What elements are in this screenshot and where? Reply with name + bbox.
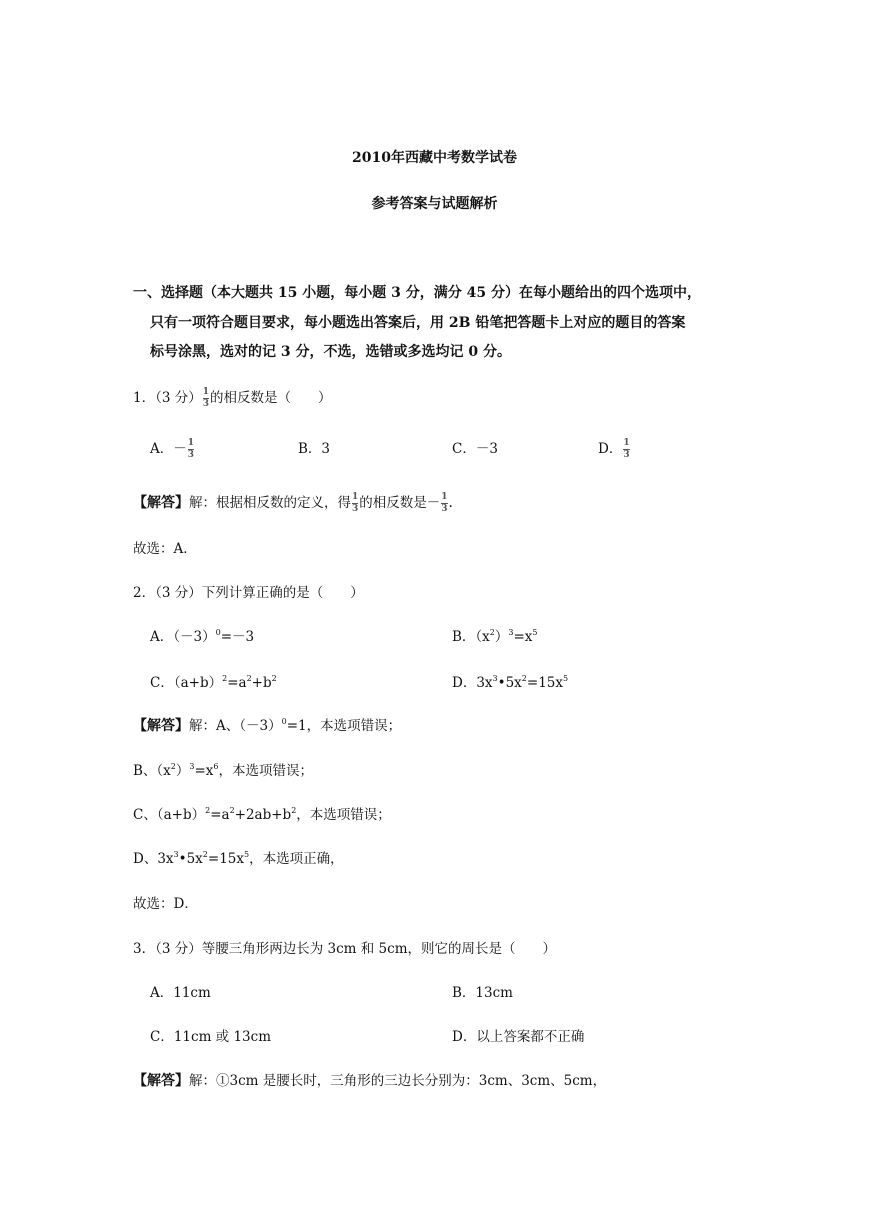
question-2-option-b: B．$(x^2)^3=x^5$ xyxy=(452,628,538,645)
question-2-answer-c: C、$(a+b)^2=a^2+2ab+b^2$，本选项错误； xyxy=(133,806,391,823)
question-2-answer-a: 【解答】解：A、$(-3)^0=1$，本选项错误； xyxy=(133,717,402,734)
page-subtitle: 参考答案与试题解析 xyxy=(371,196,498,212)
question-3-option-a: A．11cm xyxy=(150,985,211,1001)
question-1-option-b: B．3 xyxy=(298,441,331,457)
question-3-option-d: D．以上答案都不正确 xyxy=(452,1029,585,1045)
question-2-option-a: A．$(-3)^0=-3$ xyxy=(150,628,255,645)
question-1-answer: 【解答】解：根据相反数的定义，得 $\frac{1}{3}$ 的相反数是－ $\frac{1}{3}$ . xyxy=(133,492,453,514)
fraction-one-third: $\frac{1}{3}$ xyxy=(202,387,209,409)
question-1-option-d: D． $\frac{1}{3}$ xyxy=(598,438,630,460)
question-1-option-a: A．－ $\frac{1}{3}$ xyxy=(150,438,195,460)
page-title: 2010年西藏中考数学试卷 xyxy=(352,150,517,166)
question-1-choice: 故选：A． xyxy=(133,541,197,557)
question-3-stem: 3．（3 分）等腰三角形两边长为 3cm 和 5cm，则它的周长是（ ） xyxy=(133,941,556,957)
section-heading-line3: 标号涂黑，选对的记 3 分，不选，选错或多选均记 0 分。 xyxy=(150,344,511,360)
question-1-option-c: C．－3 xyxy=(452,441,498,457)
fraction-one-third: $\frac{1}{3}$ xyxy=(623,438,630,460)
section-heading-line2: 只有一项符合题目要求，每小题选出答案后，用 2B 铅笔把答题卡上对应的题目的答案 xyxy=(150,315,686,331)
question-2-answer-d: D、$3x^3•5x^2=15x^5$，本选项正确， xyxy=(133,850,344,867)
question-1-stem: 1．（3 分） $\frac{1}{3}$ 的相反数是（ ） xyxy=(133,387,332,409)
question-2-option-d: D．$3x^3•5x^2=15x^5$ xyxy=(452,674,569,691)
question-3-option-c: C．11cm 或 13cm xyxy=(150,1029,271,1045)
question-2-option-c: C．$(a+b)^2=a^2+b^2$ xyxy=(150,674,277,691)
section-heading-line1: 一、选择题（本大题共 15 小题，每小题 3 分，满分 45 分）在每小题给出的四个选项中， xyxy=(133,285,701,301)
fraction-one-third: $\frac{1}{3}$ xyxy=(441,492,448,514)
question-2-stem: 2．（3 分）下列计算正确的是（ ） xyxy=(133,585,364,601)
question-2-choice: 故选：D． xyxy=(133,896,198,912)
question-2-answer-b: B、$(x^2)^3=x^6$，本选项错误； xyxy=(133,762,314,779)
question-3-answer: 【解答】解：①3cm 是腰长时，三角形的三边长分别为：3cm、3cm、5cm， xyxy=(133,1073,607,1089)
fraction-one-third: $\frac{1}{3}$ xyxy=(187,438,195,460)
fraction-one-third: $\frac{1}{3}$ xyxy=(352,492,359,514)
question-3-option-b: B．13cm xyxy=(452,985,513,1001)
